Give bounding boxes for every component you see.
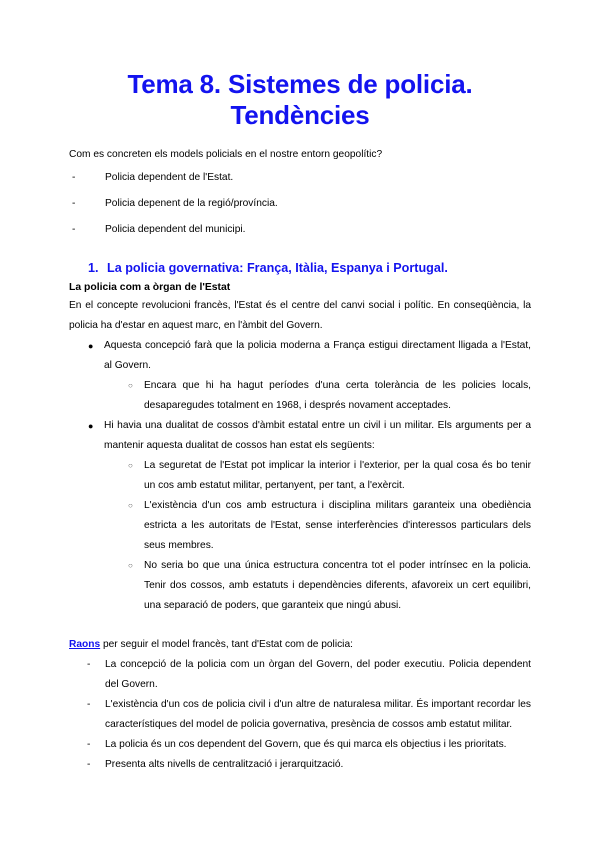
list-item-label: Policia dependent del municipi. xyxy=(105,224,246,235)
circle-bullet-icon: ○ xyxy=(128,461,133,470)
dash-bullet-icon: - xyxy=(72,198,76,209)
list-item xyxy=(69,336,531,376)
dash-bullet-icon: - xyxy=(72,172,76,183)
circle-bullet-icon: ○ xyxy=(128,501,133,510)
list-item-label: Policia depenent de la regió/província. xyxy=(105,198,278,209)
list-item xyxy=(69,220,531,240)
dash-bullet-icon: - xyxy=(87,659,91,670)
list-item xyxy=(69,194,531,214)
list-item xyxy=(69,496,531,556)
list-item-label: Hi havia una dualitat de cossos d'àmbit estatal entre un civil i un militar. Els arguments per a mantenir aquesta dualitat de cossos han estat els següents: xyxy=(104,420,531,451)
intro-question: Com es concreten els models policials en el nostre entorn geopolític? xyxy=(69,149,383,160)
circle-bullet-icon: ○ xyxy=(128,561,133,570)
list-item xyxy=(69,655,531,695)
section-bullet-list-2 xyxy=(69,416,531,456)
document-content xyxy=(69,0,531,775)
dash-bullet-icon: - xyxy=(87,699,91,710)
list-item xyxy=(69,755,531,775)
dash-bullet-icon: - xyxy=(72,224,76,235)
circle-bullet-icon: ○ xyxy=(128,381,133,390)
dash-bullet-icon: - xyxy=(87,739,91,750)
list-item-label: La concepció de la policia com un òrgan del Govern, del poder executiu. Policia dependent del Govern. xyxy=(105,659,531,690)
section-subheading: La policia com a òrgan de l'Estat xyxy=(69,282,231,293)
list-item-label: L'existència d'un cos amb estructura i disciplina militars garanteix una obediència estricta a les autoritats de l'Estat, sense interferències d'interessos particulars dels seus membres. xyxy=(144,500,531,551)
dash-bullet-icon: - xyxy=(87,759,91,770)
list-item xyxy=(69,456,531,496)
page-title xyxy=(69,0,531,131)
section-heading-1 xyxy=(69,259,531,277)
list-item xyxy=(69,735,531,755)
list-item-label: Policia dependent de l'Estat. xyxy=(105,172,234,183)
list-item-label: No seria bo que una única estructura concentra tot el poder intrínsec en la policia. Tenir dos cossos, amb estatuts i dependències diferents, afavoreix un cert equilibri, una separació de poders, que garanteix que ningú abusi. xyxy=(144,560,531,611)
list-item-label: Presenta alts nivells de centralització i jerarquització. xyxy=(105,759,344,770)
disc-bullet-icon: ● xyxy=(88,341,94,351)
list-item xyxy=(69,376,531,416)
raons-paragraph xyxy=(69,635,531,655)
list-item xyxy=(69,168,531,188)
page-title-line-2: Tendències xyxy=(230,100,370,130)
page-title-line-1: Tema 8. Sistemes de policia. xyxy=(127,69,473,99)
list-item xyxy=(69,556,531,616)
raons-dash-list xyxy=(69,655,531,775)
list-item-label: Aquesta concepció farà que la policia moderna a França estigui directament lligada a l'Estat, al Govern. xyxy=(104,340,531,371)
section-sub-bullet-list-2 xyxy=(69,456,531,616)
raons-lead-in: per seguir el model francès, tant d'Estat com de policia: xyxy=(100,639,353,650)
intro-dash-list xyxy=(69,168,531,240)
list-item-label: Encara que hi ha hagut períodes d'una certa tolerància de les policies locals, desaparegudes totalment en 1968, i després novament acceptades. xyxy=(144,380,531,411)
disc-bullet-icon: ● xyxy=(88,421,94,431)
section-number: 1. xyxy=(88,261,99,275)
list-item xyxy=(69,695,531,735)
raons-keyword: Raons xyxy=(69,639,101,650)
list-item-label: La seguretat de l'Estat pot implicar la interior i l'exterior, per la qual cosa és bo tenir un cos amb estatut militar, pertanyent, per tant, a l'exèrcit. xyxy=(144,460,531,491)
section-sub-bullet-list-1 xyxy=(69,376,531,416)
list-item xyxy=(69,416,531,456)
list-item-label: L'existència d'un cos de policia civil i d'un altre de naturalesa militar. És important recordar les característiques del model de policia governativa, presència de cossos amb estatut militar. xyxy=(105,699,531,730)
section-body-paragraph: En el concepte revolucioni francès, l'Estat és el centre del canvi social i polític. En conseqüència, la policia ha d'estar en aquest marc, en l'àmbit del Govern. xyxy=(69,300,531,331)
section-heading-label: La policia governativa: França, Itàlia, Espanya i Portugal. xyxy=(107,261,448,275)
section-bullet-list xyxy=(69,336,531,376)
list-item-label: La policia és un cos dependent del Govern, que és qui marca els objectius i les prioritats. xyxy=(105,739,507,750)
